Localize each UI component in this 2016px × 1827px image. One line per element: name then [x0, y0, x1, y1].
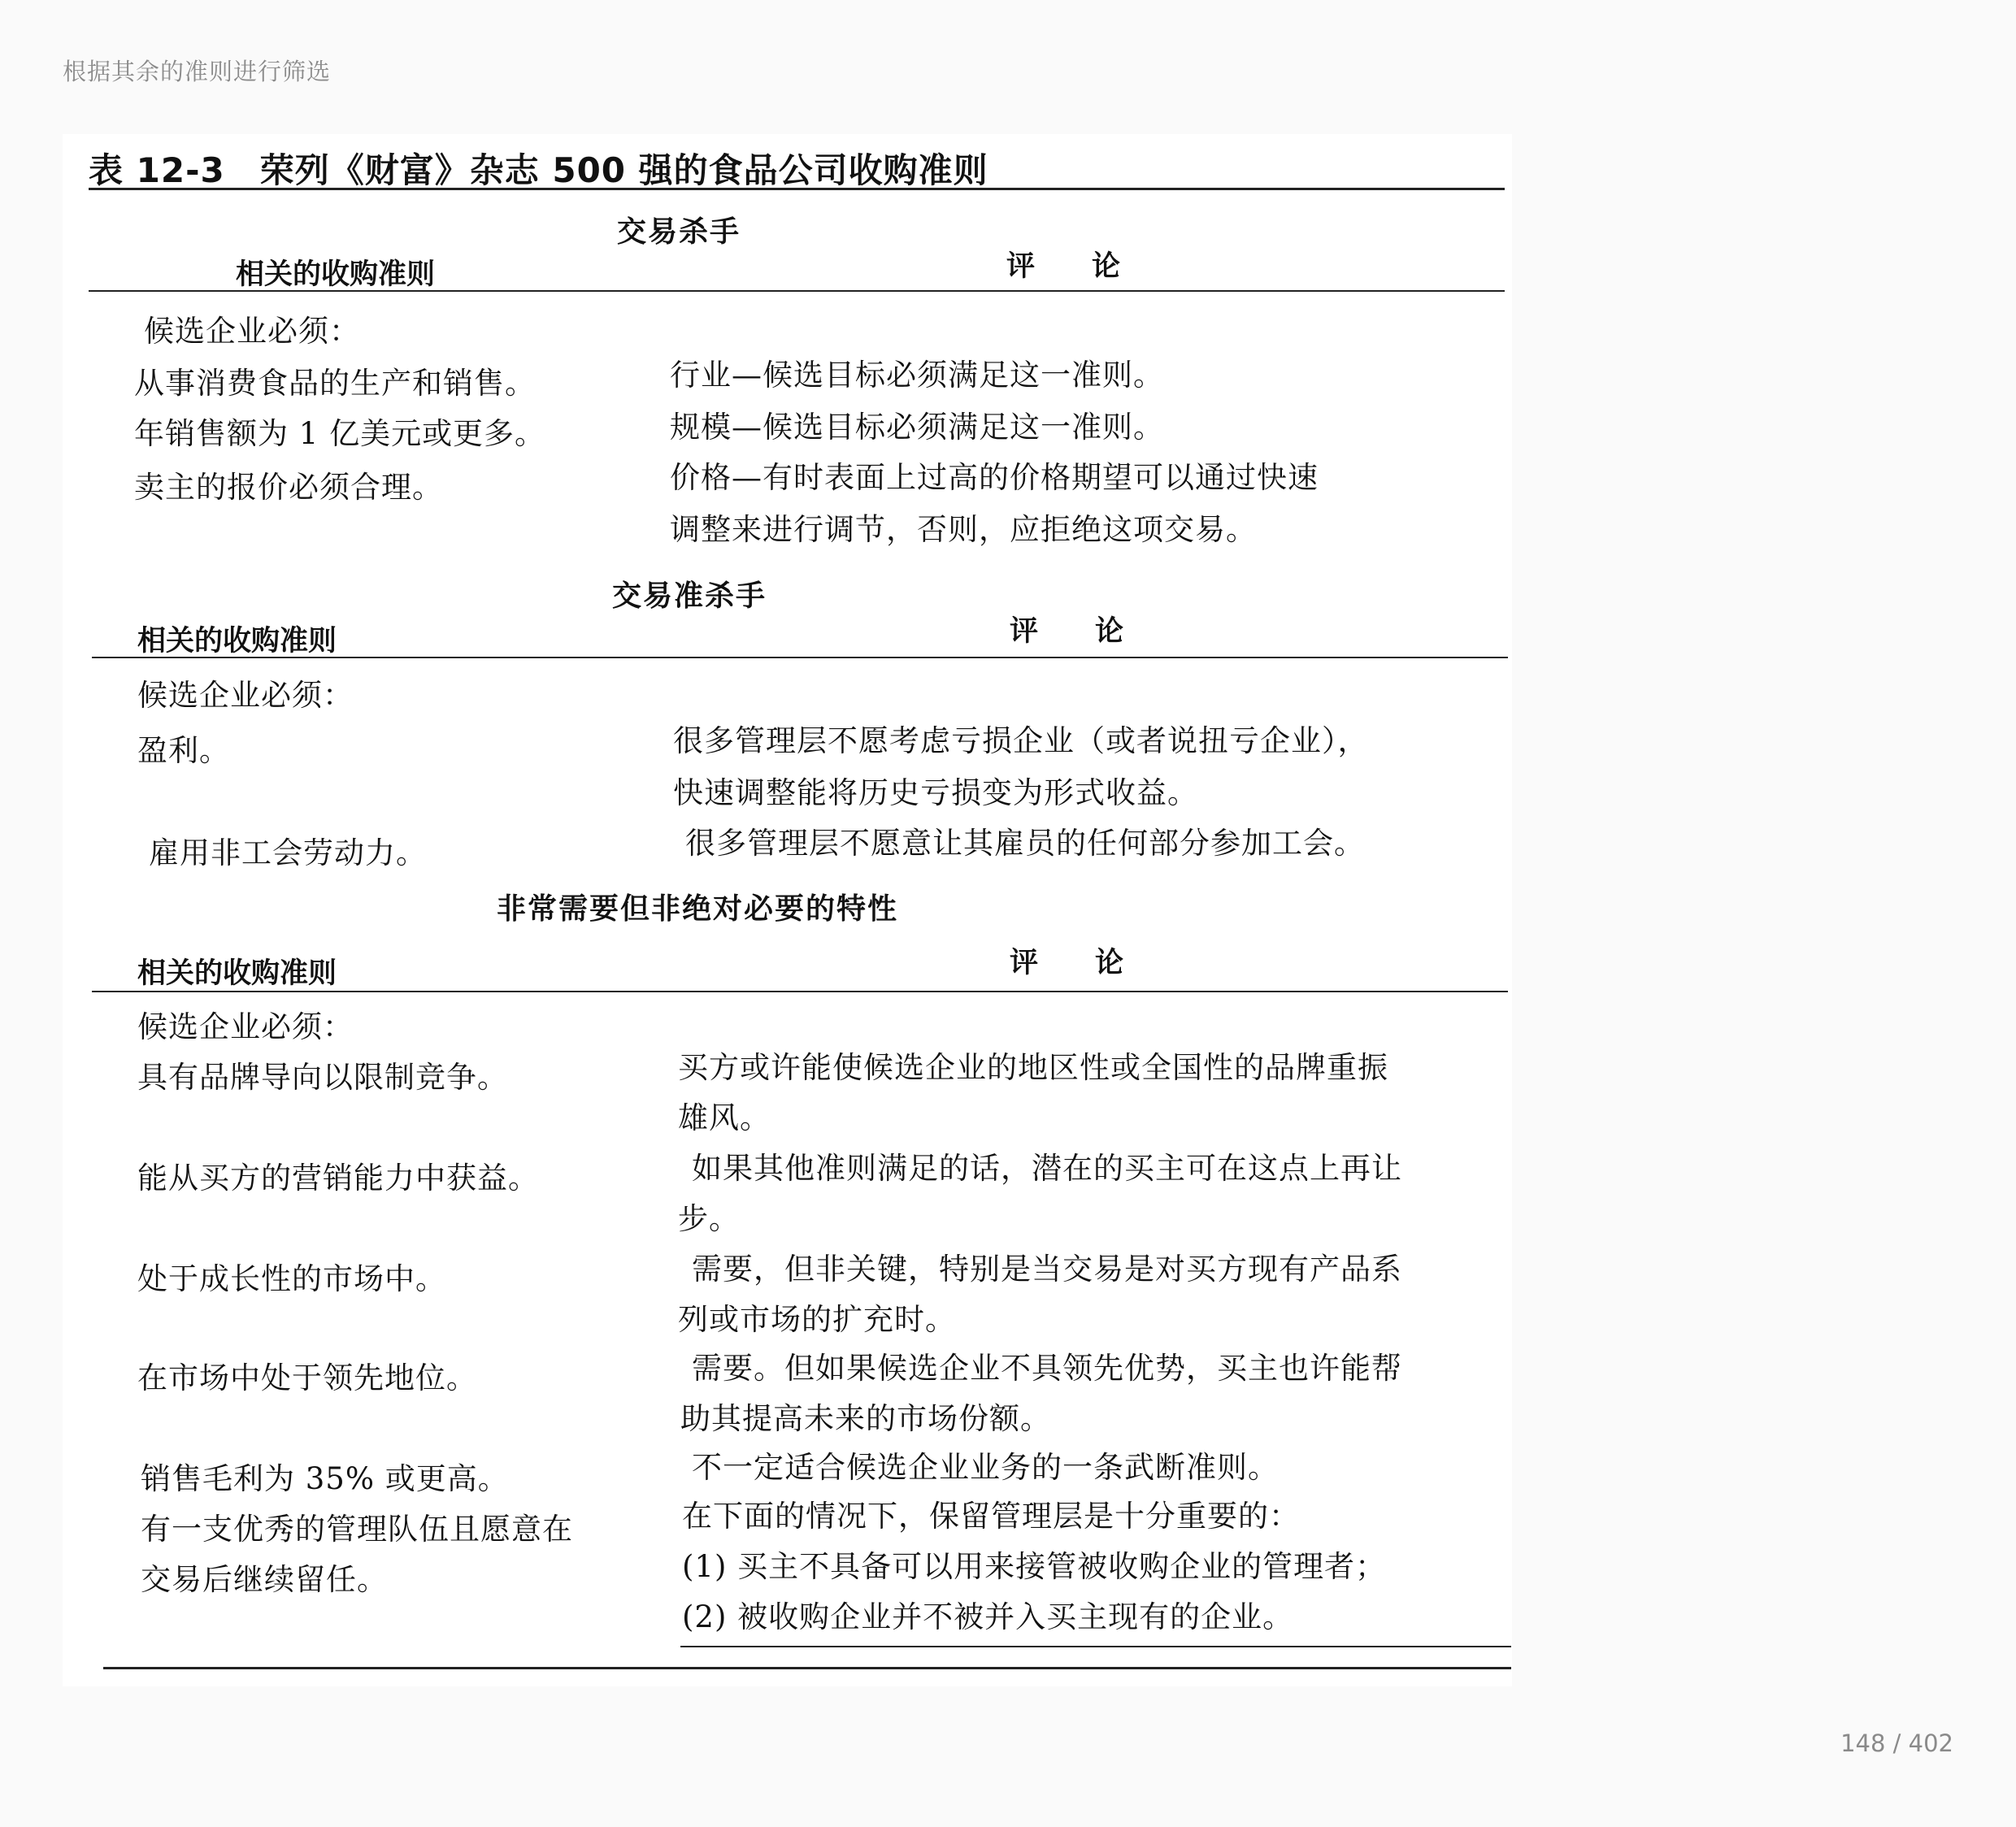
criterion-text: 销售毛利为 35% 或更高。 — [141, 1461, 509, 1496]
comment-text: 助其提高未来的市场份额。 — [680, 1401, 1051, 1436]
criterion-text: 处于成长性的市场中。 — [137, 1261, 446, 1296]
document-title: 根据其余的准则进行筛选 — [63, 58, 332, 85]
table-bottom-rule — [103, 1667, 1511, 1669]
section-heading-deal-killers: 交易杀手 — [617, 215, 741, 249]
comment-text: 不一定适合候选企业业务的一条武断准则。 — [692, 1450, 1279, 1485]
criteria-intro: 候选企业必须： — [137, 1009, 354, 1044]
criterion-text: 在市场中处于领先地位。 — [137, 1360, 477, 1395]
column-header-criteria: 相关的收购准则 — [236, 258, 436, 291]
comment-text: 买方或许能使候选企业的地区性或全国性的品牌重振 — [678, 1050, 1388, 1085]
column-header-comment: 评 论 — [1010, 615, 1124, 648]
comment-text: 规模—候选目标必须满足这一准则。 — [670, 410, 1164, 445]
bottom-rule — [680, 1646, 1511, 1647]
comment-text: 行业—候选目标必须满足这一准则。 — [670, 358, 1164, 393]
comment-text: 调整来进行调节，否则，应拒绝这项交易。 — [670, 512, 1257, 547]
comment-text: 在下面的情况下，保留管理层是十分重要的： — [682, 1499, 1300, 1534]
comment-text: 很多管理层不愿考虑亏损企业（或者说扭亏企业）， — [673, 723, 1369, 758]
criterion-text: 年销售额为 1 亿美元或更多。 — [134, 416, 546, 451]
comment-text: 如果其他准则满足的话，潜在的买主可在这点上再让 — [692, 1151, 1402, 1186]
header-rule — [89, 290, 1505, 292]
criterion-text: 卖主的报价必须合理。 — [134, 470, 443, 505]
comment-text: 步。 — [678, 1201, 740, 1236]
column-header-comment: 评 论 — [1006, 250, 1121, 283]
comment-text: (2) 被收购企业并不被并入买主现有的企业。 — [682, 1599, 1294, 1634]
scanned-page — [63, 134, 1512, 1686]
comment-text: 雄风。 — [678, 1100, 771, 1135]
header-rule — [92, 657, 1508, 658]
comment-text: 列或市场的扩充时。 — [678, 1302, 956, 1337]
comment-text: 需要。但如果候选企业不具领先优势，买主也许能帮 — [692, 1351, 1402, 1386]
criterion-text: 具有品牌导向以限制竞争。 — [137, 1060, 508, 1095]
page-counter: 148 / 402 — [1840, 1729, 1953, 1757]
comment-text: (1) 买主不具备可以用来接管被收购企业的管理者； — [682, 1549, 1387, 1584]
comment-text: 价格—有时表面上过高的价格期望可以通过快速 — [670, 460, 1319, 495]
comment-text: 很多管理层不愿意让其雇员的任何部分参加工会。 — [685, 826, 1365, 861]
column-header-criteria: 相关的收购准则 — [137, 957, 337, 990]
header-rule — [92, 991, 1508, 992]
criteria-intro: 候选企业必须： — [137, 678, 354, 713]
comment-text: 需要，但非关键，特别是当交易是对买方现有产品系 — [692, 1252, 1402, 1287]
criterion-text: 雇用非工会劳动力。 — [149, 835, 427, 870]
section-heading-near-killers: 交易准杀手 — [612, 579, 767, 613]
criterion-text: 盈利。 — [137, 733, 230, 768]
criteria-intro: 候选企业必须： — [144, 314, 360, 349]
comment-text: 快速调整能将历史亏损变为形式收益。 — [673, 775, 1198, 810]
criterion-text: 有一支优秀的管理队伍且愿意在 — [141, 1512, 573, 1547]
column-header-comment: 评 论 — [1010, 947, 1124, 979]
criterion-text: 能从买方的营销能力中获益。 — [137, 1161, 539, 1196]
table-title: 表 12-3 荣列《财富》杂志 500 强的食品公司收购准则 — [89, 150, 988, 190]
section-heading-desirable: 非常需要但非绝对必要的特性 — [497, 892, 899, 926]
column-header-criteria: 相关的收购准则 — [137, 625, 337, 657]
criterion-text: 从事消费食品的生产和销售。 — [134, 366, 536, 401]
title-rule — [89, 188, 1505, 190]
criterion-text: 交易后继续留任。 — [141, 1562, 388, 1597]
